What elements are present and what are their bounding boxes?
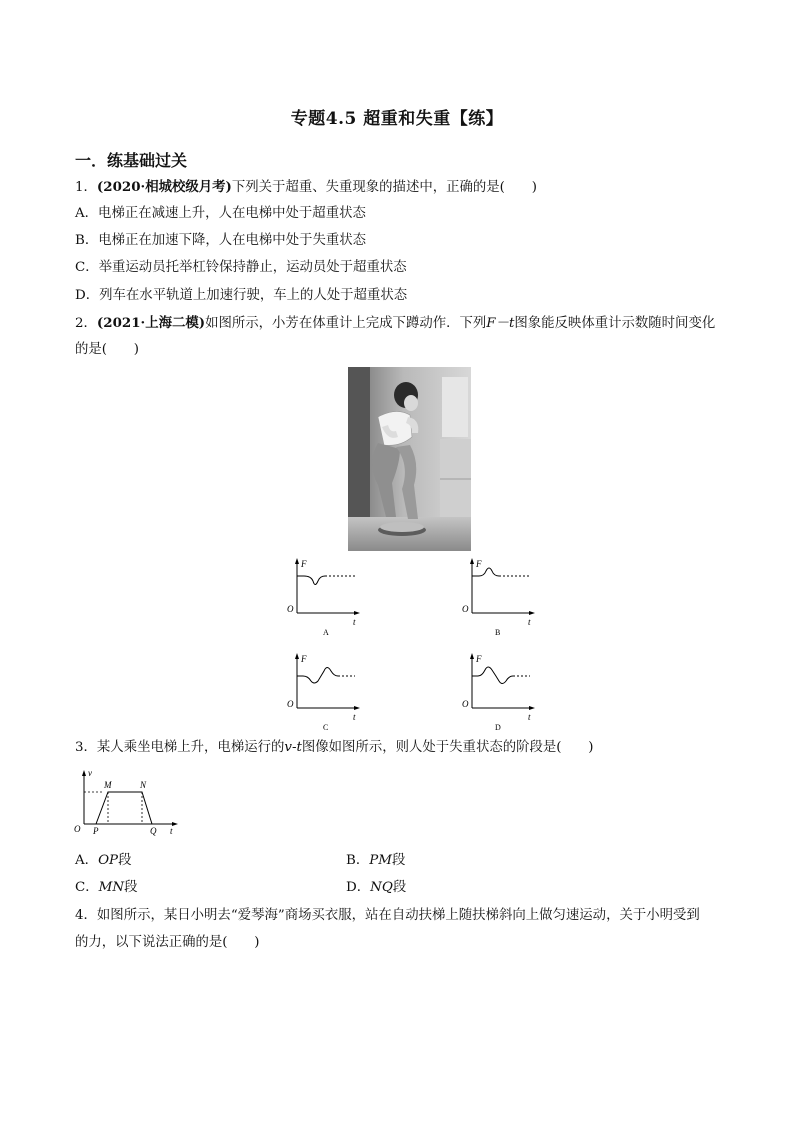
q1-source: (2020·相城校级月考): [96, 179, 232, 195]
q3-variable: v-t: [284, 740, 302, 755]
graph-b-y-arrow: [470, 558, 474, 564]
q3-option-c-letter: C．: [75, 880, 99, 895]
q2-stem-line2: 的是( ): [75, 342, 140, 357]
q2-text-b: 图象能反映体重计示数随时间变化: [514, 316, 716, 331]
page-title: 专题4.5 超重和失重【练】: [290, 109, 504, 129]
vt-point-n: N: [140, 780, 147, 790]
graph-c-origin: O: [287, 699, 294, 709]
q3-text-b: 图像如图所示，则人处于失重状态的阶段是( ): [301, 740, 594, 755]
q4-stem-line2: 的力，以下说法正确的是( ): [75, 935, 260, 950]
q3-option-a-segment: OP: [98, 853, 119, 868]
q1-option-d: D．列车在水平轨道上加速行驶，车上的人处于超重状态: [75, 288, 408, 303]
graph-b-caption: B: [495, 628, 501, 637]
q3-number: 3．: [75, 740, 97, 755]
graph-b-origin: O: [462, 604, 469, 614]
graph-d-x-arrow: [529, 706, 535, 710]
vt-point-q: Q: [150, 826, 157, 836]
graph-a-x-arrow: [354, 611, 360, 615]
graph-d-curve: [472, 667, 513, 684]
graph-b-curve: [472, 568, 499, 576]
q3-option-c-segment: MN: [98, 880, 125, 895]
vt-x-label: t: [170, 826, 173, 836]
graph-a-y-arrow: [295, 558, 299, 564]
vt-curve: [96, 792, 152, 824]
graph-d-caption: D: [495, 723, 501, 732]
graph-d-origin: O: [462, 699, 469, 709]
graph-c-caption: C: [323, 723, 329, 732]
q3-stem: [75, 739, 594, 757]
graph-c-x-arrow: [354, 706, 360, 710]
section-heading: 一．练基础过关: [75, 151, 188, 170]
graph-d-y-label: F: [476, 654, 482, 664]
q1-option-a: A．电梯正在减速上升，人在电梯中处于超重状态: [75, 206, 366, 221]
squatting-girl-photo: [348, 367, 471, 551]
graph-c-y-label: F: [301, 654, 307, 664]
q3-option-a-tail: 段: [118, 853, 132, 868]
q1-text: 下列关于超重、失重现象的描述中，正确的是( ): [231, 180, 537, 195]
graph-c: [283, 650, 363, 735]
q3-option-b-segment: PM: [369, 853, 392, 868]
q3-option-d-tail: 段: [392, 880, 407, 895]
q1-number: 1．: [75, 180, 97, 195]
graph-b-x-label: t: [528, 617, 531, 627]
vt-point-p: P: [93, 826, 99, 836]
q3-option-c-tail: 段: [124, 880, 138, 895]
q2-variable: F－t: [486, 316, 515, 331]
vt-point-m: M: [104, 780, 112, 790]
q3-option-b: [346, 852, 405, 870]
graph-a-x-label: t: [353, 617, 356, 627]
q3-option-b-tail: 段: [391, 853, 406, 868]
graph-a-curve: [297, 576, 355, 585]
graph-a-caption: A: [323, 628, 329, 637]
q1-option-b: B．电梯正在加速下降，人在电梯中处于失重状态: [75, 233, 367, 248]
q3-text-a: 某人乘坐电梯上升，电梯运行的: [96, 740, 285, 755]
q2-stem: [75, 314, 715, 333]
vt-y-arrow: [82, 770, 86, 776]
graph-a-y-label: F: [301, 559, 307, 569]
q3-option-b-letter: B．: [346, 853, 370, 868]
q3-option-d-letter: D．: [346, 880, 371, 895]
vt-x-arrow: [172, 822, 178, 826]
graph-d-x-label: t: [528, 712, 531, 722]
q3-option-d-segment: NQ: [370, 880, 393, 895]
q4-number: 4．: [75, 908, 97, 923]
graph-d: [458, 650, 538, 735]
q2-source: (2021·上海二模): [96, 315, 206, 331]
graph-b-y-label: F: [476, 559, 482, 569]
graph-a-origin: O: [287, 604, 294, 614]
q2-text-a: 如图所示，小芳在体重计上完成下蹲动作．下列: [205, 316, 487, 331]
graph-a: [283, 555, 363, 640]
graph-d-y-arrow: [470, 653, 474, 659]
graph-b: [458, 555, 538, 640]
q4-stem: [75, 907, 700, 925]
vt-graph: [72, 766, 182, 838]
vt-y-label: v: [88, 768, 92, 778]
q3-option-a: [75, 852, 131, 870]
graph-b-x-arrow: [529, 611, 535, 615]
q3-option-d: [346, 879, 406, 897]
graph-c-x-label: t: [353, 712, 356, 722]
q2-number: 2．: [75, 316, 97, 331]
q4-text: 如图所示，某日小明去“爱琴海”商场买衣服，站在自动扶梯上随扶梯斜向上做匀速运动，关于小明受到: [96, 908, 700, 923]
q3-option-a-letter: A．: [75, 853, 99, 868]
q1-stem: [75, 178, 537, 197]
graph-c-y-arrow: [295, 653, 299, 659]
vt-origin: O: [74, 824, 81, 834]
q3-option-c: [75, 879, 137, 897]
graph-c-curve: [297, 668, 338, 684]
q1-option-c: C．举重运动员托举杠铃保持静止，运动员处于超重状态: [75, 260, 407, 275]
